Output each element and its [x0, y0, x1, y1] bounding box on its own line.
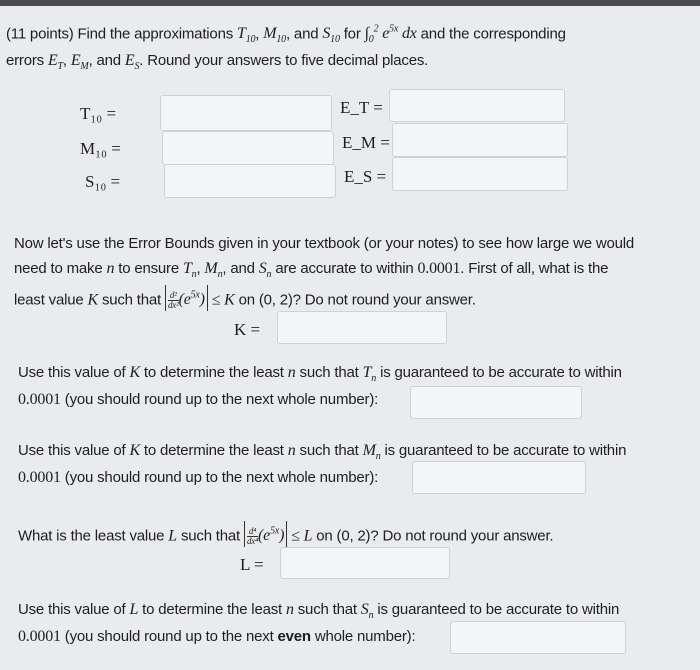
tn-n-input[interactable]	[410, 386, 582, 419]
text: to determine the least	[143, 442, 284, 459]
integral-expression: $\int_0^2$ $e^{5x}$ dx	[364, 24, 417, 46]
text: Use this value of	[18, 442, 126, 459]
text: to determine the least	[142, 601, 282, 618]
k-symbol: K	[87, 291, 98, 309]
text: Use this value of	[18, 601, 126, 618]
es-input[interactable]	[392, 157, 568, 191]
intro-text: (11 points) Find the approximations	[6, 25, 234, 43]
tolerance-value: 0.0001	[417, 260, 461, 277]
n-symbol: n	[287, 364, 296, 381]
tn-symbol: $T_n$	[182, 260, 197, 281]
text: to determine the least	[143, 364, 284, 381]
sn-line-2	[18, 628, 415, 646]
em-input[interactable]	[392, 123, 568, 157]
et-label: E_T =	[340, 98, 383, 117]
mn-symbol: $M_n$	[362, 442, 381, 463]
l-symbol: L	[168, 527, 177, 545]
fourth-derivative-expression: $\frac{\text{d⁴}}{\text{dx⁴}}$ $(e^{5x})$	[244, 521, 287, 547]
t10-label: T₁₀ =	[80, 104, 117, 123]
text: Use this value of	[18, 364, 126, 381]
tn-line-1	[18, 364, 622, 384]
bounds-line-3: least value K such that $\frac{\text{d²}}{\text{dx²}}$ $(e^{5x}) \le K$ on (0, 2)? Do not round your answer.	[14, 285, 476, 311]
n-symbol: n	[106, 260, 115, 277]
l-symbol: L	[129, 601, 139, 618]
text: is guaranteed to be accurate to within	[384, 442, 627, 459]
text: (you should round up to the next whole number):	[64, 391, 379, 408]
text: need to make	[14, 260, 103, 277]
t10-symbol: $T_{10}$	[236, 25, 256, 46]
text: What is the least value	[18, 527, 165, 545]
tolerance-value: 0.0001	[18, 469, 61, 486]
errors-text: errors	[6, 52, 44, 69]
sn-symbol: $S_n$	[360, 601, 374, 622]
mn-line-2	[18, 469, 378, 487]
es-symbol: $E_S$	[124, 52, 140, 73]
text: and	[230, 260, 255, 277]
sn-symbol: $S_n$	[258, 260, 272, 281]
m10-symbol: $M_{10}$	[263, 25, 286, 46]
tolerance-value: 0.0001	[18, 628, 61, 645]
em-label: E_M =	[342, 133, 390, 152]
text: (you should round up to the next	[64, 628, 274, 645]
l-label: L =	[240, 555, 264, 574]
intro-line-2: errors $E_T$, $E_M$, and $E_S$. Round your answers to five decimal places.	[6, 52, 429, 73]
even-emphasis: even	[277, 628, 311, 645]
t10-input[interactable]	[160, 95, 332, 131]
mn-n-input[interactable]	[412, 461, 586, 494]
sn-line-1	[18, 601, 619, 621]
second-derivative-expression: $\frac{\text{d²}}{\text{dx²}}$ $(e^{5x})$	[165, 285, 208, 311]
intro-line-1: (11 points) Find the approximations $T_{10}$, $M_{10}$, and $S_{10}$ for $\int_0^2$ $e^{5x}$ dx and the corresponding	[6, 24, 566, 46]
n-symbol: n	[287, 442, 296, 459]
et-input[interactable]	[389, 89, 565, 122]
text: to ensure	[118, 260, 179, 277]
m10-input[interactable]	[162, 131, 334, 165]
text: (you should round up to the next whole number):	[64, 469, 379, 486]
text: on (0, 2)? Do not round your answer.	[238, 291, 476, 309]
es-label: E_S =	[344, 167, 387, 186]
and-text: and	[293, 25, 319, 43]
text: whole number):	[314, 628, 416, 645]
em-symbol: $E_M$	[70, 52, 89, 73]
bounds-line-1: Now let's use the Error Bounds given in your textbook (or your notes) to see how large we would	[14, 235, 635, 252]
text: such that	[101, 291, 162, 309]
text: such that	[299, 442, 359, 459]
s10-input[interactable]	[164, 164, 336, 198]
text: least value	[14, 291, 84, 309]
k-symbol: K	[129, 364, 140, 381]
mn-line-1	[18, 442, 626, 462]
text: such that	[297, 601, 357, 618]
k-input[interactable]	[277, 311, 447, 344]
n-symbol: n	[285, 601, 294, 618]
intro-text-cont: and the corresponding	[420, 25, 566, 43]
et-symbol: $E_T$	[47, 52, 63, 73]
text: such that	[299, 364, 359, 381]
l-input[interactable]	[280, 547, 450, 579]
text: such that	[180, 527, 241, 545]
bounds-line-2: need to make n to ensure $T_n$, $M_n$, and $S_n$ are accurate to within 0.0001. First of all, what is the	[14, 260, 609, 281]
text: is guaranteed to be accurate to within	[380, 364, 622, 381]
text: . First of all, what is the	[460, 260, 609, 277]
mn-symbol: $M_n$	[204, 260, 223, 281]
s10-label: S₁₀ =	[85, 172, 121, 191]
text: is guaranteed to be accurate to within	[377, 601, 620, 618]
for-text: for	[343, 25, 361, 43]
sn-n-input[interactable]	[450, 621, 626, 654]
top-bar	[0, 0, 700, 6]
l-line-1: What is the least value L such that $\frac{\text{d⁴}}{\text{dx⁴}}$ $(e^{5x}) \le L$ on (0, 2)? Do not round your answer.	[18, 521, 553, 547]
tolerance-value: 0.0001	[18, 391, 61, 408]
and-text: and	[96, 52, 121, 69]
k-label: K =	[234, 320, 261, 339]
k-symbol: K	[129, 442, 140, 459]
tn-symbol: $T_n$	[362, 364, 377, 385]
text: on (0, 2)? Do not round your answer.	[316, 527, 554, 545]
m10-label: M₁₀ =	[80, 139, 121, 158]
round-instruction: . Round your answers to five decimal places.	[139, 52, 429, 69]
tn-line-2	[18, 391, 378, 409]
s10-symbol: $S_{10}$	[322, 25, 340, 46]
text: are accurate to within	[275, 260, 414, 277]
